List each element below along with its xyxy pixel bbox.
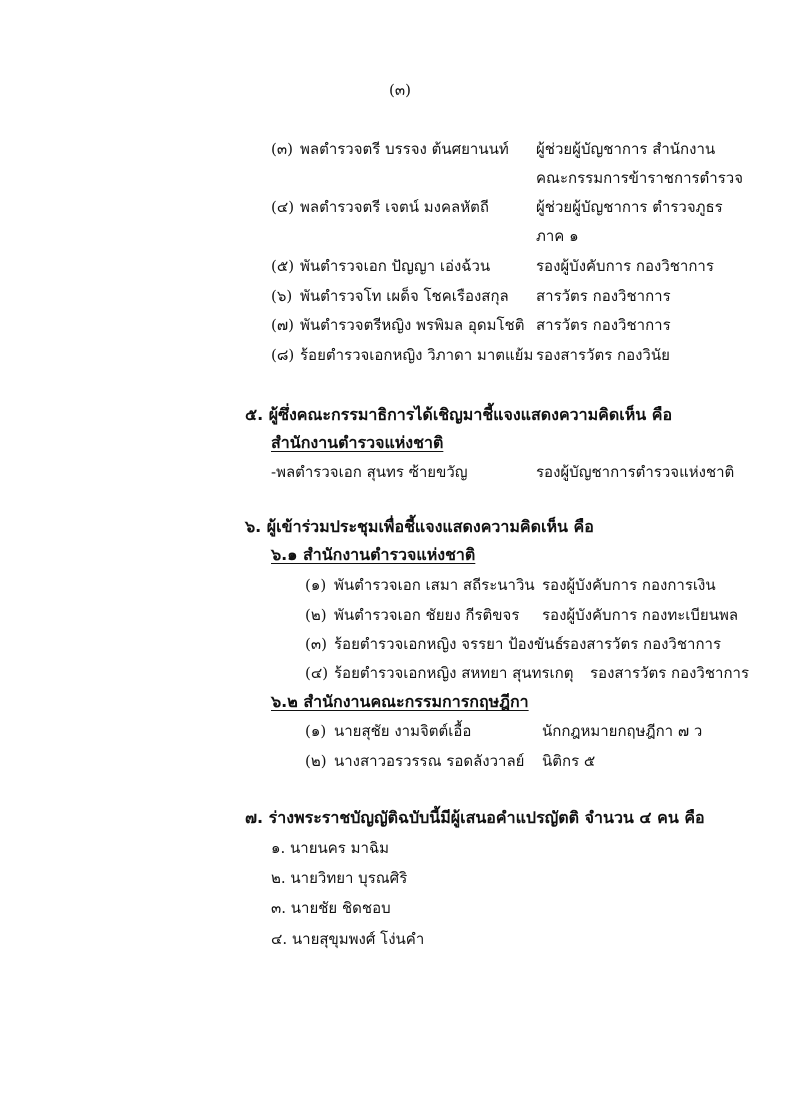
list-item-name: พันตำรวจเอก เสมา สถีระนาวิน: [334, 576, 535, 594]
list-item-name: พันตำรวจตรีหญิง พรพิมล อุดมโชติ: [300, 316, 525, 334]
list-item-role: รองสารวัตร กองวิชาการ: [562, 635, 722, 653]
list-item-name: ร้อยตำรวจเอกหญิง จรรยา ป้องขันธ์: [334, 635, 564, 653]
list-item-role: นักกฎหมายกฤษฎีกา ๗ ว: [542, 722, 703, 740]
list-item-role-cont: ภาค ๑: [536, 227, 579, 245]
list-item-number: (๖): [271, 287, 293, 305]
list-item-role: รองผู้บังคับการ กองการเงิน: [542, 576, 716, 594]
list-item-number: (๔): [271, 198, 295, 216]
list-item-role: รองผู้บังคับการ กองทะเบียนพล: [542, 606, 739, 624]
section-6-2-heading: ๖.๒ สำนักงานคณะกรรมการกฤษฎีกา: [271, 692, 529, 711]
list-item-number: (๑): [305, 576, 327, 594]
list-item-number: (๑): [305, 722, 327, 740]
list-item-name: ร้อยตำรวจเอกหญิง สหทยา สุนทรเกตุ: [334, 664, 574, 682]
list-item-role: สารวัตร กองวิชาการ: [536, 316, 671, 334]
list-item-name: พันตำรวจเอก ปัญญา เอ่งฉ้วน: [300, 257, 491, 275]
list-item-name: ร้อยตำรวจเอกหญิง วิภาดา มาตแย้ม: [300, 346, 534, 364]
section-7-heading: ๗. ร่างพระราชบัญญัติฉบับนี้มีผู้เสนอคำแปรญัตติ จำนวน ๔ คน คือ: [245, 808, 705, 827]
list-item-role-cont: คณะกรรมการข้าราชการตำรวจ: [536, 169, 743, 187]
list-item-name: พลตำรวจตรี เจตน์ มงคลหัตถี: [300, 198, 489, 216]
list-item-number: (๔): [305, 664, 329, 682]
section-6-1-heading: ๖.๑ สำนักงานตำรวจแห่งชาติ: [271, 545, 476, 564]
list-item-role: นิติกร ๕: [542, 752, 596, 770]
section-5-person: -พลตำรวจเอก สุนทร ซ้ายขวัญ: [271, 463, 468, 481]
list-item-role: ผู้ช่วยผู้บัญชาการ ตำรวจภูธร: [536, 198, 723, 216]
section-6-heading: ๖. ผู้เข้าร่วมประชุมเพื่อชี้แจงแสดงความคิดเห็น คือ: [245, 517, 594, 536]
list-item: ๔. นายสุขุมพงศ์ โง่นคำ: [271, 930, 425, 948]
list-item-role: รองผู้บังคับการ กองวิชาการ: [536, 257, 714, 275]
list-item-name: พันตำรวจโท เผด็จ โชคเรืองสกุล: [300, 287, 509, 305]
list-item-number: (๓): [271, 140, 293, 158]
list-item-role: รองสารวัตร กองวิชาการ: [590, 664, 750, 682]
list-item-name: พันตำรวจเอก ชัยยง กีรติขจร: [334, 606, 520, 624]
list-item-name: นายสุชัย งามจิตต์เอื้อ: [334, 722, 472, 740]
list-item-name: นางสาวอรวรรณ รอดลังวาลย์: [334, 752, 525, 770]
list-item-number: (๕): [271, 257, 295, 275]
list-item-number: (๘): [271, 346, 295, 364]
list-item-number: (๓): [305, 635, 327, 653]
section-5-heading: ๕. ผู้ซึ่งคณะกรรมาธิการได้เชิญมาชี้แจงแสดงความคิดเห็น คือ: [245, 405, 673, 424]
list-item: ๑. นายนคร มาฉิม: [271, 839, 390, 857]
list-item: ๒. นายวิทยา บุรณศิริ: [271, 869, 408, 887]
section-5-role: รองผู้บัญชาการตำรวจแห่งชาติ: [536, 463, 735, 481]
section-5-org: สำนักงานตำรวจแห่งชาติ: [271, 433, 444, 452]
list-item-number: (๒): [305, 752, 327, 770]
list-item-name: พลตำรวจตรี บรรจง ต้นศยานนท์: [300, 140, 509, 158]
list-item-role: รองสารวัตร กองวินัย: [536, 346, 670, 364]
list-item-role: ผู้ช่วยผู้บัญชาการ สำนักงาน: [536, 140, 716, 158]
list-item: ๓. นายชัย ชิดชอบ: [271, 899, 391, 917]
page-number: (๓): [389, 81, 411, 99]
list-item-number: (๒): [305, 606, 327, 624]
list-item-role: สารวัตร กองวิชาการ: [536, 287, 671, 305]
list-item-number: (๗): [271, 316, 294, 334]
